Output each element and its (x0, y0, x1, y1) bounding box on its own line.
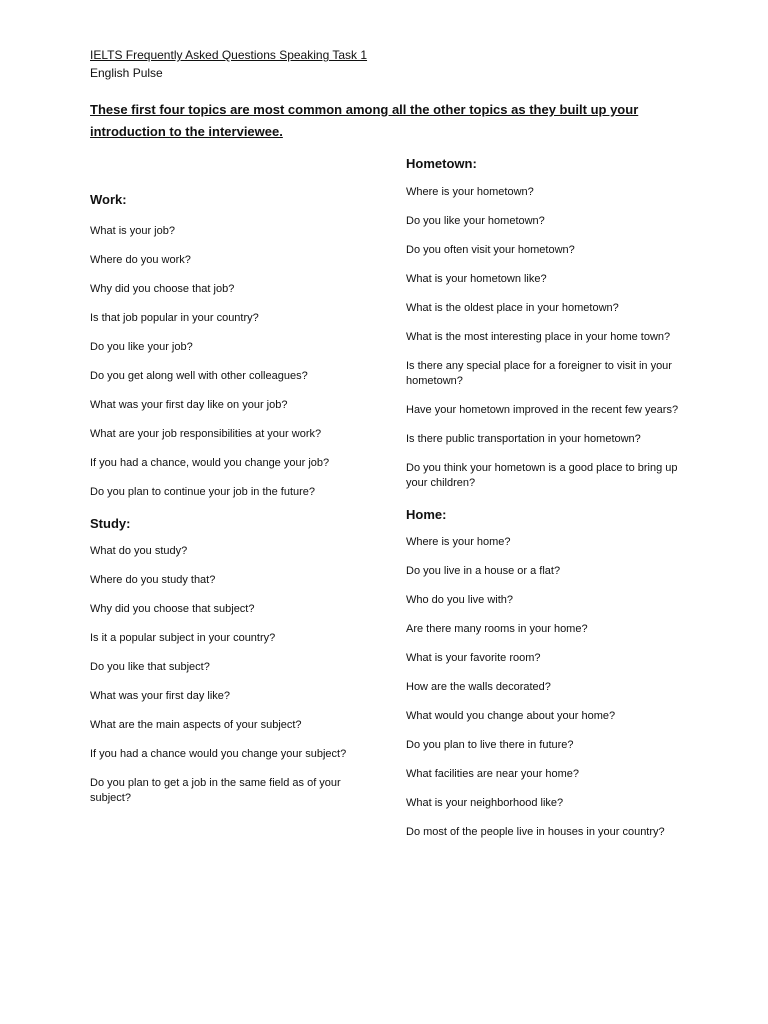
right-column (406, 154, 696, 854)
question-item: Do you like that subject? (90, 661, 210, 673)
question-item: What would you change about your home? (406, 710, 616, 722)
question-item: Do you like your job? (90, 341, 193, 353)
question-item: Do you think your hometown is a good place to bring up your children? (406, 462, 678, 489)
document-author: English Pulse (90, 66, 163, 80)
question-item: What was your first day like? (90, 690, 230, 702)
hometown-section (406, 154, 696, 491)
home-question-list (406, 535, 696, 840)
document-title: IELTS Frequently Asked Questions Speaking Task 1 (90, 48, 368, 62)
home-heading: Home: (406, 507, 447, 522)
question-item: What do you study? (90, 545, 188, 557)
question-item: Do you plan to get a job in the same field as of your subject? (90, 777, 341, 804)
left-column (90, 190, 380, 820)
question-item: Is there any special place for a foreigner to visit in your hometown? (406, 360, 672, 387)
hometown-heading: Hometown: (406, 156, 477, 171)
question-item: Do you like your hometown? (406, 215, 545, 227)
question-item: Is it a popular subject in your country? (90, 632, 276, 644)
question-item: Where is your home? (406, 536, 511, 548)
question-item: What are the main aspects of your subject? (90, 719, 302, 731)
question-item: Have your hometown improved in the recent few years? (406, 404, 679, 416)
question-item: Do you get along well with other colleagues? (90, 370, 308, 382)
question-item: Are there many rooms in your home? (406, 623, 588, 635)
question-item: What is your hometown like? (406, 273, 547, 285)
question-item: Is that job popular in your country? (90, 312, 259, 324)
study-heading: Study: (90, 516, 131, 531)
question-item: Why did you choose that job? (90, 283, 235, 295)
work-heading: Work: (90, 192, 127, 207)
question-item: If you had a chance, would you change your job? (90, 457, 330, 469)
home-section (406, 505, 696, 840)
question-item: Do you plan to live there in future? (406, 739, 574, 751)
hometown-question-list (406, 185, 696, 491)
intro-paragraph: These first four topics are most common among all the other topics as they built up your introduction to the interviewee. (90, 102, 639, 139)
question-item: How are the walls decorated? (406, 681, 551, 693)
question-item: Do most of the people live in houses in your country? (406, 826, 665, 838)
work-question-list (90, 224, 380, 500)
question-item: Who do you live with? (406, 594, 513, 606)
question-item: What are your job responsibilities at your work? (90, 428, 322, 440)
question-item: Where do you work? (90, 254, 191, 266)
question-item: What is your neighborhood like? (406, 797, 564, 809)
question-item: If you had a chance would you change your subject? (90, 748, 347, 760)
question-item: Is there public transportation in your hometown? (406, 433, 641, 445)
question-item: What is the oldest place in your hometown? (406, 302, 619, 314)
question-item: Do you live in a house or a flat? (406, 565, 561, 577)
question-item: Why did you choose that subject? (90, 603, 255, 615)
question-item: What facilities are near your home? (406, 768, 580, 780)
work-section (90, 190, 380, 500)
question-item: Where do you study that? (90, 574, 216, 586)
document-header (90, 46, 367, 82)
study-section (90, 514, 380, 806)
question-item: What is your job? (90, 225, 175, 237)
study-question-list (90, 544, 380, 806)
question-item: What is the most interesting place in your home town? (406, 331, 671, 343)
question-item: Do you often visit your hometown? (406, 244, 575, 256)
question-item: Where is your hometown? (406, 186, 534, 198)
question-item: Do you plan to continue your job in the future? (90, 486, 316, 498)
question-item: What was your first day like on your job? (90, 399, 288, 411)
question-item: What is your favorite room? (406, 652, 541, 664)
